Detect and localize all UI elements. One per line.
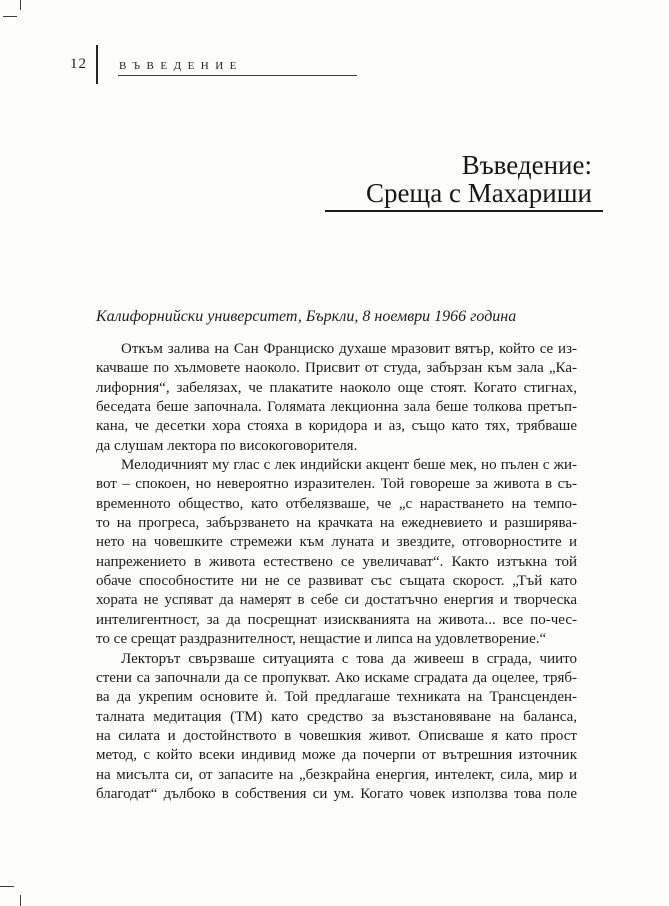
paragraph bbox=[96, 456, 577, 649]
text-line: лифорния“, забелязах, че плакатите наоколо още стоят. Когато стигнах, bbox=[96, 379, 577, 396]
chapter-title-line2: Среща с Махариши bbox=[365, 178, 592, 208]
crop-mark-bottom-left-horizontal bbox=[0, 886, 14, 887]
text-line: на мисълта си, от запасите на „безкрайна енергия, интелект, сила, мир и bbox=[96, 766, 577, 783]
text-line: талната медитация (ТМ) като средство за възстановяване на баланса, bbox=[96, 708, 577, 725]
text-line: на силата и достойнството в човешкия живот. Описваше я като прост bbox=[96, 727, 577, 744]
running-head-title: ВЪВЕДЕНИЕ bbox=[119, 60, 243, 72]
text-line: временното общество, като отбелязваше, че „с нарастването на темпо- bbox=[96, 495, 577, 512]
text-line: беседата беше започнала. Голямата лекционна зала беше толкова претъп- bbox=[96, 399, 577, 416]
chapter-title-line1: Въведение: bbox=[461, 150, 592, 180]
text-line: Мелодичният му глас с лек индийски акцент беше мек, но пълен с жи- bbox=[121, 457, 577, 474]
text-line: вот – спокоен, но невероятно изразителен. Той говореше за живота в съ- bbox=[96, 476, 577, 493]
text-line: стени са започнали да се пропукват. Ако искаме сградата да оцелее, тряб- bbox=[96, 669, 577, 686]
crop-mark-top-left-horizontal bbox=[3, 16, 17, 17]
crop-mark-bottom-left-vertical bbox=[20, 895, 21, 906]
text-line: то се срещат раздразнителност, нещастие и липса на удовлетворение.“ bbox=[96, 631, 547, 648]
text-line: Лекторът свързваше ситуацията с това да живееш в сграда, чиито bbox=[121, 650, 577, 667]
running-head-rule bbox=[118, 75, 357, 76]
text-line: да слушам лектора по високоговорителя. bbox=[96, 437, 358, 454]
text-line: обаче способностите ни не се развиват със същата скорост. „Тъй като bbox=[96, 573, 577, 590]
paragraph bbox=[96, 340, 577, 456]
text-line: метод, с който всеки индивид може да почерпи от вътрешния източник bbox=[96, 747, 577, 764]
text-line: интелигентност, за да посрещнат изискванията на живота... все по-чес- bbox=[96, 611, 577, 628]
paragraph bbox=[96, 650, 577, 805]
header-divider-bar bbox=[96, 45, 98, 84]
text-line: напрежението в живота естествено се увеличават“. Както изтъкна той bbox=[96, 553, 577, 570]
text-line: Откъм залива на Сан Франциско духаше мразовит вятър, който се из- bbox=[121, 341, 577, 357]
page-number: 12 bbox=[70, 56, 87, 72]
dateline: Калифорнийски университет, Бъркли, 8 ноември 1966 година bbox=[96, 308, 517, 325]
chapter-title bbox=[366, 151, 592, 207]
crop-mark-top-left-vertical bbox=[20, 0, 21, 10]
text-line: нето на човешките стремежи към луната и звездите, отговорностите и bbox=[96, 534, 577, 551]
text-line: ва да укрепим основите ѝ. Той предлагаше техниката на Трансценден- bbox=[96, 689, 577, 706]
body-text bbox=[96, 340, 577, 804]
text-line: благодат“ дълбоко в собствения си ум. Когато човек използва това поле bbox=[96, 785, 577, 802]
text-line: кана, че десетки хора стояха в коридора и аз, също като тях, трябваше bbox=[96, 418, 577, 435]
text-line: качваше по хълмовете наоколо. Присвит от студа, забързан към зала „Ка- bbox=[96, 360, 577, 377]
chapter-title-rule bbox=[325, 210, 603, 212]
text-line: хората не успяват да намерят в себе си достатъчно енергия и творческа bbox=[96, 592, 577, 609]
text-line: то на прогреса, забързването на крачката на ежедневието и разширява- bbox=[96, 515, 577, 532]
